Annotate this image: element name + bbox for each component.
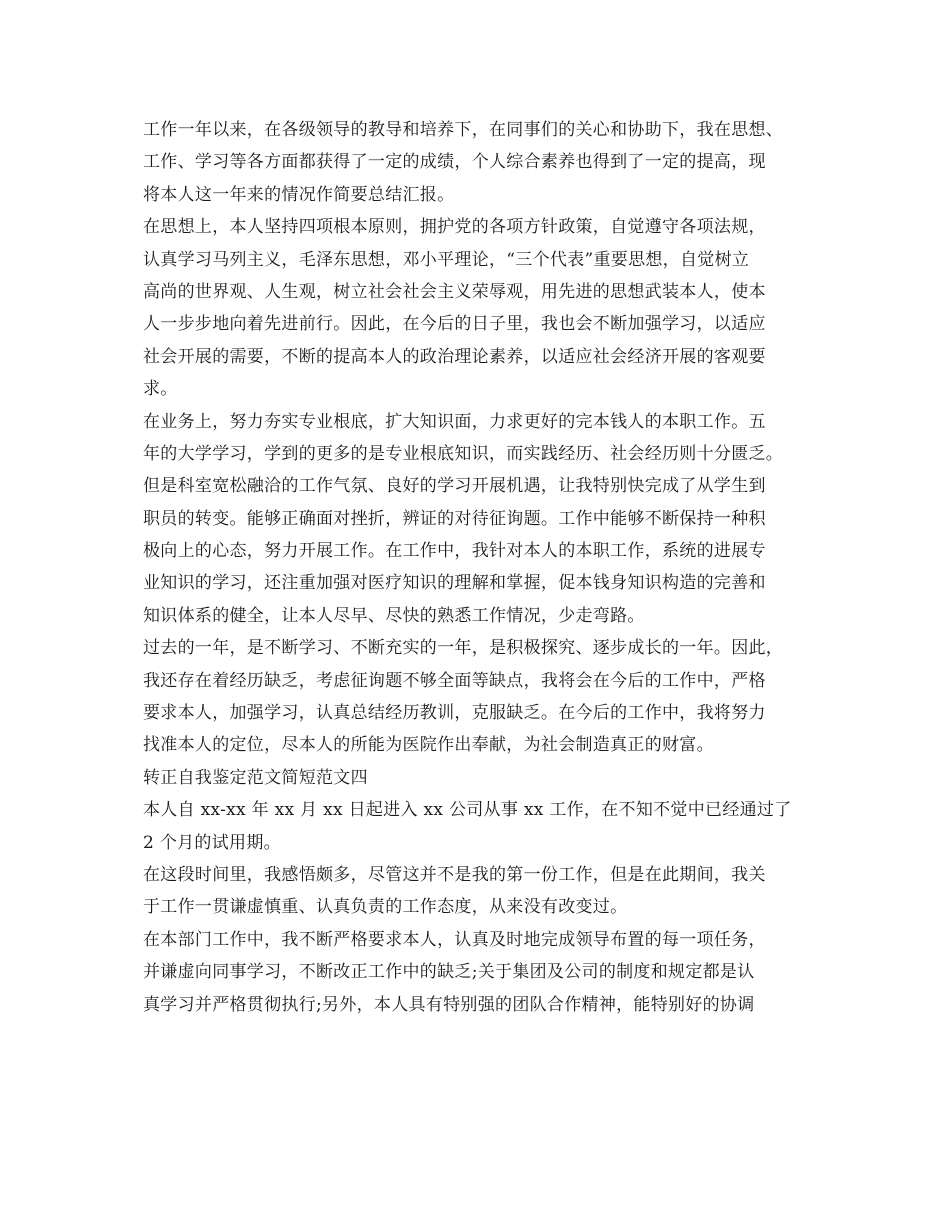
text-line: 过去的一年，是不断学习、不断充实的一年，是积极探究、逐步成长的一年。因此， <box>143 638 784 659</box>
text-line: 在思想上，本人坚持四项根本原则，拥护党的各项方针政策，自觉遵守各项法规， <box>143 217 766 238</box>
text-line: 2 个月的试用期。 <box>143 832 281 853</box>
text-line: 职员的转变。能够正确面对挫折，辨证的对待征询题。工作中能够不断保持一种积 <box>143 508 766 529</box>
text-line: 找准本人的定位，尽本人的所能为医院作出奉献，为社会制造真正的财富。 <box>143 735 714 756</box>
text-line: 知识体系的健全，让本人尽早、尽快的熟悉工作情况，少走弯路。 <box>143 605 645 626</box>
document-body <box>143 114 833 1021</box>
text-line: 将本人这一年来的情况作简要总结汇报。 <box>143 184 455 205</box>
text-line: 并谦虚向同事学习，不断改正工作中的缺乏;关于集团及公司的制度和规定都是认 <box>143 962 755 983</box>
text-line: 在本部门工作中，我不断严格要求本人，认真及时地完成领导布置的每一项任务， <box>143 929 766 950</box>
text-line: 人一步步地向着先进前行。因此，在今后的日子里，我也会不断加强学习，以适应 <box>143 314 766 335</box>
text-line: 在业务上，努力夯实专业根底，扩大知识面，力求更好的完本钱人的本职工作。五 <box>143 411 766 432</box>
text-line: 工作、学习等各方面都获得了一定的成绩，个人综合素养也得到了一定的提高，现 <box>143 152 766 173</box>
text-line: 业知识的学习，还注重加强对医疗知识的理解和掌握，促本钱身知识构造的完善和 <box>143 573 766 594</box>
section-heading: 转正自我鉴定范文简短范文四 <box>143 767 368 788</box>
text-line: 工作一年以来，在各级领导的教导和培养下，在同事们的关心和协助下，我在思想、 <box>143 120 784 140</box>
text-line: 本人自 xx-xx 年 xx 月 xx 日起进入 xx 公司从事 xx 工作，在不知不觉中已经通过了 <box>143 800 792 821</box>
text-line: 求。 <box>143 379 178 400</box>
text-line: 真学习并严格贯彻执行;另外，本人具有特别强的团队合作精神，能特别好的协调 <box>143 994 755 1015</box>
text-line: 认真学习马列主义，毛泽东思想，邓小平理论，“三个代表”重要思想，自觉树立 <box>143 249 750 270</box>
text-line: 于工作一贯谦虚慎重、认真负责的工作态度，从来没有改变过。 <box>143 897 628 918</box>
text-line: 年的大学学习，学到的更多的是专业根底知识，而实践经历、社会经历则十分匮乏。 <box>143 443 784 464</box>
text-line: 我还存在着经历缺乏，考虑征询题不够全面等缺点，我将会在今后的工作中，严格 <box>143 670 766 691</box>
text-line: 但是科室宽松融洽的工作气氛、良好的学习开展机遇，让我特别快完成了从学生到 <box>143 476 766 497</box>
text-line: 要求本人，加强学习，认真总结经历教训，克服缺乏。在今后的工作中，我将努力 <box>143 703 766 724</box>
text-line: 在这段时间里，我感悟颇多，尽管这并不是我的第一份工作，但是在此期间，我关 <box>143 864 766 885</box>
text-line: 极向上的心态，努力开展工作。在工作中，我针对本人的本职工作，系统的进展专 <box>143 541 766 562</box>
text-line: 社会开展的需要，不断的提高本人的政治理论素养，以适应社会经济开展的客观要 <box>143 346 766 367</box>
text-line: 高尚的世界观、人生观，树立社会社会主义荣辱观，用先进的思想武装本人，使本 <box>143 281 766 302</box>
